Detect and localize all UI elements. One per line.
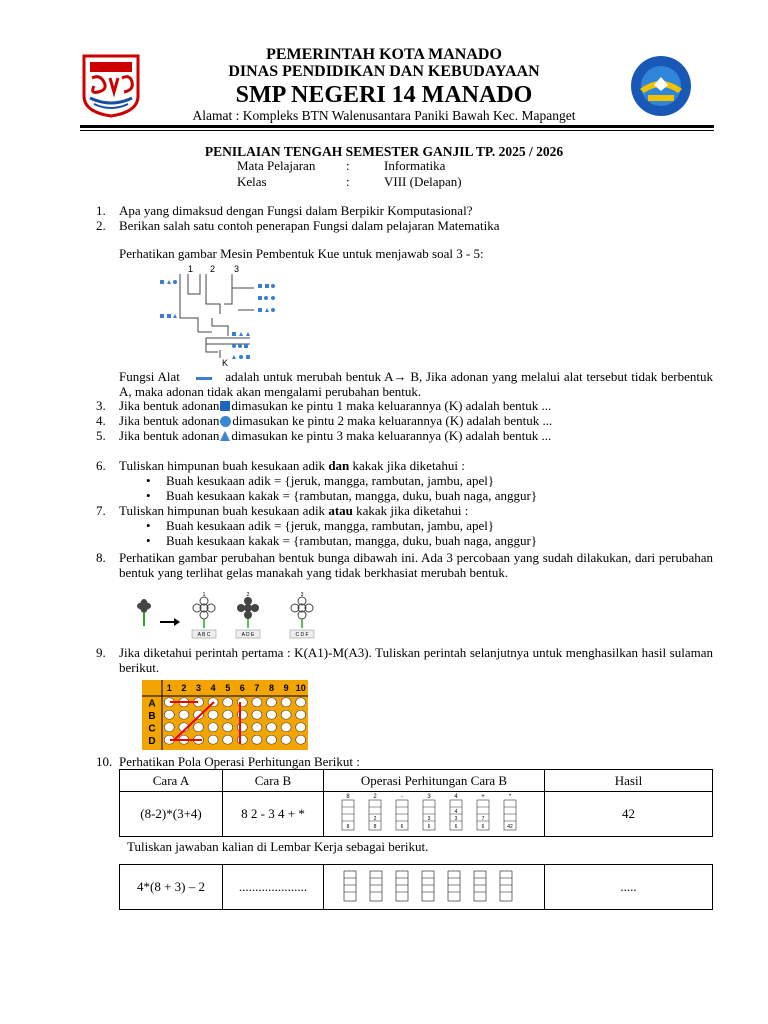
stack-value: 7: [481, 816, 485, 822]
grid-hole: [223, 698, 233, 707]
stack-value: 6: [400, 824, 404, 830]
stack-column: [477, 794, 489, 830]
stack-value: 3: [454, 816, 458, 822]
header-cara-a: Cara A: [120, 770, 223, 792]
question-number: 6.: [96, 458, 106, 473]
flower-original-icon: [137, 599, 151, 626]
header-rule-thin: [80, 130, 714, 131]
grid-hole: [208, 710, 218, 719]
bullet-icon: •: [146, 518, 151, 533]
grid-hole: [281, 723, 291, 732]
grid-hole: [281, 735, 291, 744]
question-text: dimasukan ke pintu 3 maka keluarannya (K) adalah bentuk ...: [231, 428, 552, 443]
stack-value: 6: [454, 824, 458, 830]
grid-hole: [223, 735, 233, 744]
stack-token: -: [401, 794, 403, 800]
grid-col-label: 9: [283, 683, 289, 693]
stack-value: 8: [373, 824, 377, 830]
stack-column: [342, 794, 354, 830]
question-text: Tuliskan himpunan buah kesukaan adik: [119, 458, 329, 473]
circle-shape-icon: [220, 416, 231, 427]
machine-intro: Perhatikan gambar Mesin Pembentuk Kue untuk menjawab soal 3 - 5:: [119, 246, 484, 261]
bullet-icon: •: [146, 488, 151, 503]
grid-col-label: 4: [210, 683, 216, 693]
question-text: Jika bentuk adonan: [119, 428, 220, 443]
question-text: Berikan salah satu contoh penerapan Fungsi dalam pelajaran Matematika: [119, 218, 500, 233]
question-text: Tuliskan himpunan buah kesukaan adik: [119, 503, 329, 518]
bullet-text: Buah kesukaan kakak = {rambutan, mangga, duku, buah naga, anggur}: [166, 488, 538, 503]
flower-2-number: 2: [246, 592, 250, 598]
grid-row-label: D: [148, 735, 156, 747]
empty-stack-box[interactable]: [422, 871, 434, 901]
grid-col-label: 10: [295, 683, 306, 693]
hasil-value: 42: [545, 792, 713, 837]
header-line-2: DINAS PENDIDIKAN DAN KEBUDAYAAN: [228, 63, 540, 80]
grid-hole: [237, 735, 247, 744]
flower-2-icon: [237, 597, 259, 619]
grid-hole: [296, 710, 306, 719]
stack-value: 2: [373, 816, 377, 822]
answer-table: [119, 864, 713, 910]
grid-hole: [267, 723, 277, 732]
grid-hole: [164, 710, 174, 719]
grid-hole: [281, 710, 291, 719]
grid-hole: [223, 723, 233, 732]
header-hasil: Hasil: [545, 770, 713, 792]
machine-door-1-label: 1: [188, 264, 194, 274]
bullet-icon: •: [146, 533, 151, 548]
stack-value: 3: [427, 816, 431, 822]
question-keyword: dan: [328, 458, 350, 473]
cake-machine-diagram: [158, 262, 284, 370]
question-text: Apa yang dimaksud dengan Fungsi dalam Berpikir Komputasional?: [119, 203, 473, 218]
grid-row-label: B: [148, 710, 156, 722]
function-prefix: Fungsi Alat: [119, 369, 180, 384]
class-label: Kelas: [237, 174, 267, 189]
question-text: Jika bentuk adonan: [119, 398, 220, 413]
question-9-text: Jika diketahui perintah pertama : K(A1)-M(A3). Tuliskan perintah selanjutnya untuk menghasilkan hasil sulaman berikut.: [119, 645, 713, 675]
grid-hole: [252, 698, 262, 707]
function-description: [119, 369, 713, 399]
question-keyword: atau: [328, 503, 353, 518]
cara-b-value: 8 2 - 3 4 + *: [223, 792, 324, 837]
question-number: 1.: [96, 203, 106, 218]
answer-stack-boxes[interactable]: [324, 865, 545, 910]
grid-col-label: 5: [225, 683, 231, 693]
answer-cara-a: 4*(8 + 3) – 2: [120, 865, 223, 910]
grid-col-label: 6: [239, 683, 245, 693]
question-number: 9.: [96, 645, 106, 660]
square-shape-icon: [220, 401, 230, 411]
question-text: Jika bentuk adonan: [119, 413, 220, 428]
stack-token: *: [508, 794, 512, 800]
grid-hole: [296, 735, 306, 744]
grid-hole: [208, 735, 218, 744]
stack-token: 2: [373, 794, 377, 800]
embroidery-grid: [142, 680, 308, 750]
tut-wuri-logo: [626, 55, 696, 117]
stack-column: [396, 794, 408, 830]
grid-hole: [252, 735, 262, 744]
stack-operations: [324, 792, 545, 837]
grid-col-label: 7: [254, 683, 260, 693]
flower-1-icon: [193, 597, 215, 619]
question-number: 10.: [96, 754, 113, 769]
grid-hole: [237, 710, 247, 719]
bullet-text: Buah kesukaan kakak = {rambutan, mangga, duku, buah naga, anggur}: [166, 533, 538, 548]
question-number: 3.: [96, 398, 106, 413]
stack-column: [423, 794, 435, 830]
empty-stack-box[interactable]: [500, 871, 512, 901]
grid-row-label: C: [148, 723, 156, 735]
grid-hole: [208, 723, 218, 732]
grid-hole: [267, 735, 277, 744]
question-number: 7.: [96, 503, 106, 518]
subject-value: Informatika: [384, 158, 446, 173]
subject-sep: :: [346, 158, 350, 173]
table-row: [120, 792, 713, 837]
grid-hole: [281, 698, 291, 707]
stack-token: +: [481, 794, 485, 800]
bullet-text: Buah kesukaan adik = {jeruk, mangga, rambutan, jambu, apel}: [166, 518, 495, 533]
stack-column: [504, 794, 516, 830]
stack-value: 4: [454, 809, 458, 815]
question-number: 5.: [96, 428, 106, 443]
header-cara-b: Cara B: [223, 770, 324, 792]
empty-stack-box[interactable]: [344, 871, 356, 901]
grid-hole: [237, 723, 247, 732]
function-text: adalah untuk merubah bentuk A→ B, Jika adonan yang melalui alat tersebut tidak berbentuk A, maka adonan tidak akan mengalami perubahan bentuk.: [119, 369, 714, 399]
grid-hole: [296, 723, 306, 732]
machine-door-2-label: 2: [210, 264, 216, 274]
question-number: 2.: [96, 218, 106, 233]
subject-label: Mata Pelajaran: [237, 158, 316, 173]
grid-col-label: 3: [195, 683, 202, 693]
grid-col-label: 2: [181, 683, 187, 693]
table-header-row: [120, 770, 713, 792]
grid-hole: [267, 698, 277, 707]
flower-transformation-diagram: [130, 592, 330, 640]
empty-stack-box[interactable]: [370, 871, 382, 901]
question-8-text: Perhatikan gambar perubahan bentuk bunga dibawah ini. Ada 3 percobaan yang sudah dilakukan, dari perubahan bentuk yang terlihat gelas manakah yang tidak berkhasiat merubah bentuk.: [119, 550, 713, 580]
class-value: VIII (Delapan): [384, 174, 462, 189]
stack-token: 4: [454, 794, 458, 800]
grid-hole: [252, 710, 262, 719]
machine-output-label: K: [222, 358, 229, 368]
stack-value: 42: [507, 824, 513, 830]
grid-hole: [223, 710, 233, 719]
stack-token: 3: [427, 794, 431, 800]
question-number: 4.: [96, 413, 106, 428]
grid-hole: [237, 698, 247, 707]
question-text: kakak jika diketahui :: [349, 458, 465, 473]
stack-value: 6: [427, 824, 431, 830]
stack-token: 8: [346, 794, 350, 800]
empty-stack-box[interactable]: [474, 871, 486, 901]
bullet-text: Buah kesukaan adik = {jeruk, mangga, rambutan, jambu, apel}: [166, 473, 495, 488]
table-row: [120, 865, 713, 910]
arrow-right-icon: [160, 618, 180, 626]
exam-title: PENILAIAN TENGAH SEMESTER GANJIL TP. 2025 / 2026: [204, 144, 564, 159]
grid-hole: [164, 723, 174, 732]
flower-1-code: A B C: [197, 632, 211, 638]
machine-door-3-label: 3: [234, 264, 240, 274]
stack-column: [369, 794, 381, 830]
school-address: Alamat : Kompleks BTN Walenusantara Paniki Bawah Kec. Mapanget: [192, 108, 576, 123]
cara-a-value: (8-2)*(3+4): [120, 792, 223, 837]
header-line-1: PEMERINTAH KOTA MANADO: [266, 46, 502, 63]
header-rule-thick: [80, 125, 714, 128]
triangle-shape-icon: [220, 431, 230, 441]
stack-column: [450, 794, 462, 830]
grid-hole: [252, 723, 262, 732]
flower-1-number: 1: [202, 592, 206, 598]
grid-col-label: 8: [268, 683, 275, 693]
flower-2-code: A D E: [241, 632, 255, 638]
flower-3-icon: [291, 597, 313, 619]
grid-col-label: 1: [166, 683, 172, 693]
school-name: SMP NEGERI 14 MANADO: [235, 82, 533, 108]
grid-hole: [296, 698, 306, 707]
grid-hole: [179, 710, 189, 719]
question-number: 8.: [96, 550, 106, 565]
stack-value: 6: [481, 824, 485, 830]
answer-cara-b-input[interactable]: .....................: [223, 865, 324, 910]
flower-3-code: C D F: [295, 632, 309, 638]
empty-stack-box[interactable]: [448, 871, 460, 901]
tool-dash-icon: [196, 377, 212, 380]
city-logo: [80, 52, 142, 118]
flower-stems: [204, 619, 302, 628]
header-operasi: Operasi Perhitungan Cara B: [324, 770, 545, 792]
worksheet-instruction: Tuliskan jawaban kalian di Lembar Kerja sebagai berikut.: [127, 839, 429, 854]
question-text: Perhatikan Pola Operasi Perhitungan Berikut :: [119, 754, 360, 769]
empty-stack-box[interactable]: [396, 871, 408, 901]
flower-3-number: 3: [300, 592, 304, 598]
operation-table: [119, 769, 713, 837]
grid-row-label: A: [148, 698, 156, 710]
grid-hole: [267, 710, 277, 719]
question-text: dimasukan ke pintu 2 maka keluarannya (K) adalah bentuk ...: [232, 413, 553, 428]
bullet-icon: •: [146, 473, 151, 488]
answer-hasil-input[interactable]: .....: [545, 865, 713, 910]
grid-hole: [194, 723, 204, 732]
question-text: kakak jika diketahui :: [352, 503, 469, 518]
question-text: dimasukan ke pintu 1 maka keluarannya (K) adalah bentuk ...: [231, 398, 552, 413]
class-sep: :: [346, 174, 350, 189]
stack-value: 8: [346, 824, 350, 830]
